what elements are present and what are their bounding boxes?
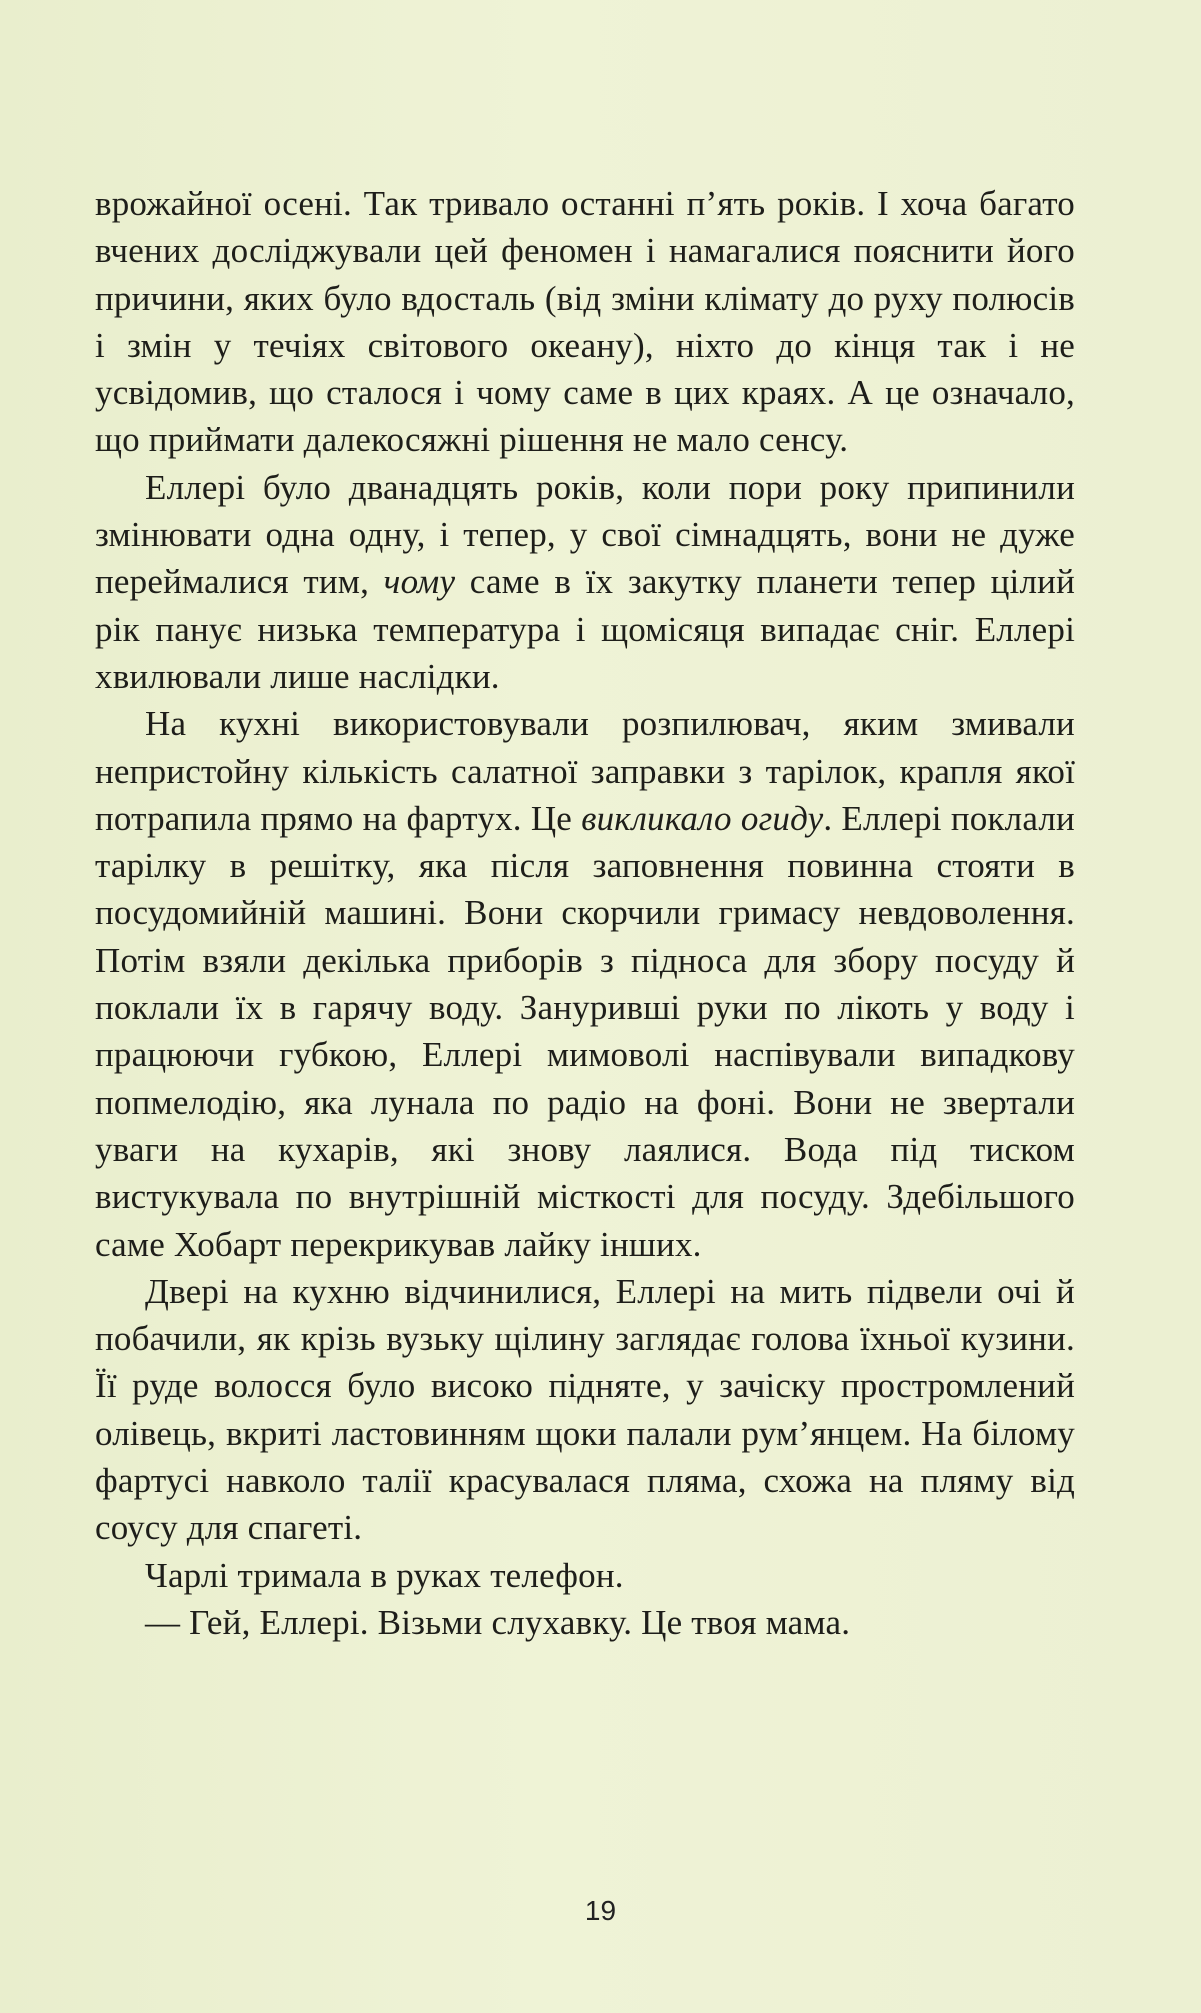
paragraph: [95, 1599, 1075, 1646]
text-segment: . Еллері поклали тарілку в решітку, яка після заповнення повинна стояти в посудомийній машині. Вони скорчили гримасу невдоволення. Потім взяли декілька приборів з підноса для збору посуду й поклали їх в гарячу воду. Занурившi руки по лікоть у воду і працюючи губкою, Еллері мимоволі наспівували випадкову попмелодію, яка лунала по радіо на фоні. Вони не звертали уваги на кухарів, які знову лаялися. Вода під тиском вистукувала по внутрішній місткості для посуду. Здебільшого саме Хобарт перекрикував лайку інших.: [95, 798, 1075, 1264]
text-segment: — Гей, Еллері. Візьми слухавку. Це твоя мама.: [145, 1602, 851, 1642]
page-number: 19: [584, 1895, 617, 1926]
text-segment: Двері на кухню відчинилися, Еллері на мить підвели очі й побачили, як крізь вузьку щілину заглядає голова їхньої кузини. Її руде волосся було високо підняте, у зачіску простромлений олівець, вкриті ластовинням щоки палали рум’янцем. На білому фартусі навколо талії красувалася пляма, схожа на пляму від соусу для спагеті.: [95, 1271, 1075, 1548]
text-segment: Еллері було дванадцять років, коли пори року припинили змінювати одна одну, і тепер, у свої сімнадцять, вони не дуже переймалися тим,: [95, 467, 1075, 602]
paragraph: [95, 1552, 1075, 1599]
text-segment: врожайної осені. Так тривало останні п’ять років. І хоча багато вчених досліджували цей феномен і намагалися пояснити його причини, яких було вдосталь (від зміни клімату до руху полюсів і змін у течіях світового океану), ніхто до кінця так і не усвідомив, що сталося і чому саме в цих краях. А це означало, що приймати далекосяжні рішення не мало сенсу.: [95, 184, 1075, 460]
text-segment: На кухні використовували розпилювач, яким змивали непристойну кількість салатної заправки з тарілок, крапля якої потрапила прямо на фартух. Це: [95, 704, 1075, 838]
text-segment: саме в їх закутку планети тепер цілий рік панує низька температура і щомісяця випадає сніг. Еллері хвилювали лише наслідки.: [95, 562, 1075, 696]
paragraph: [95, 180, 1075, 464]
paragraph: [95, 1268, 1075, 1552]
italic-segment: викликало огиду: [581, 798, 824, 838]
paragraph: [95, 700, 1075, 1268]
body-text: [95, 180, 1075, 1646]
italic-segment: чому: [383, 562, 456, 602]
paragraph: [95, 464, 1075, 700]
text-segment: Чарлі тримала в руках телефон.: [145, 1555, 624, 1595]
